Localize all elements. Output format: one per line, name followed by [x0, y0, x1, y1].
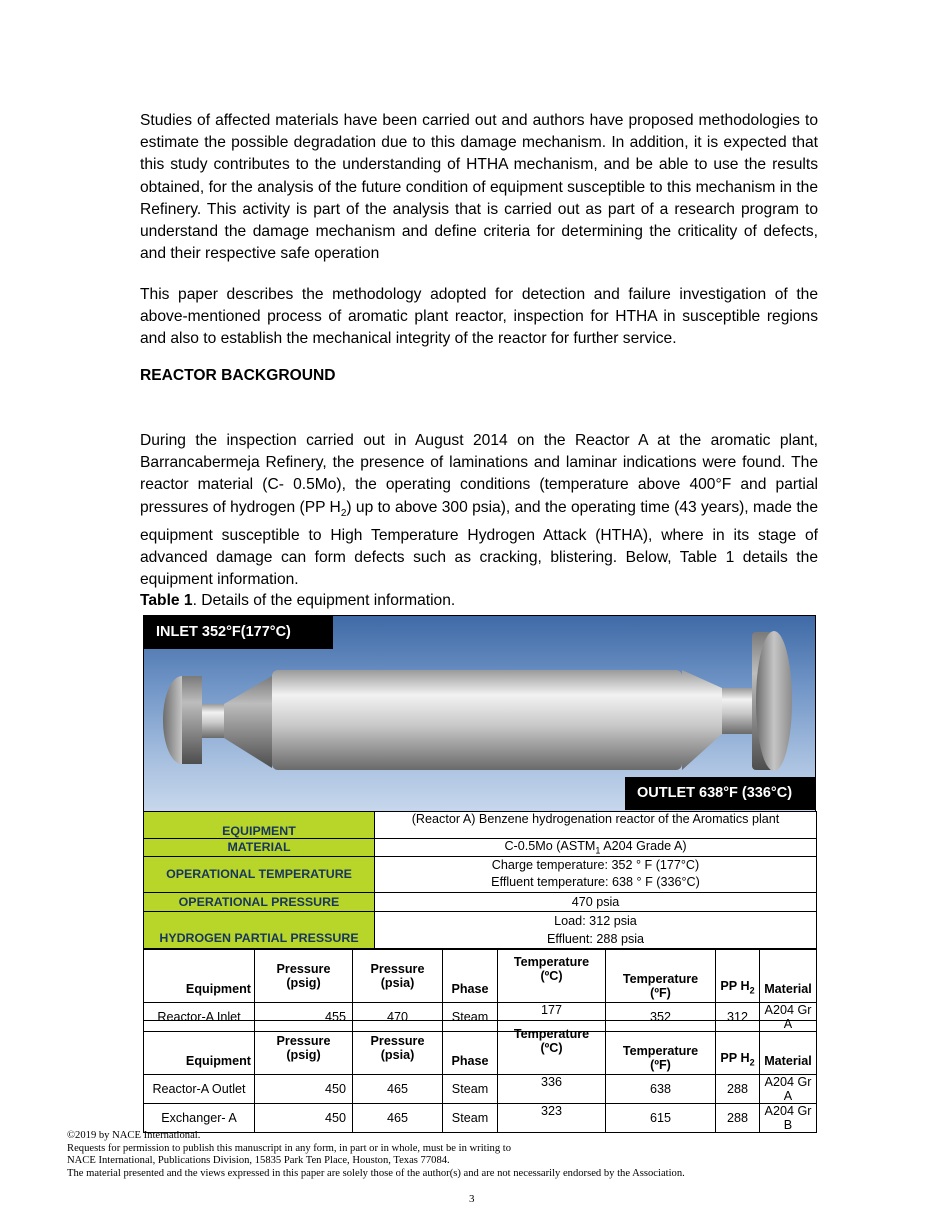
footer-line: The material presented and the views expressed in this paper are solely those of the author(s) and are not necessarily endorsed by the Association. [67, 1167, 685, 1179]
col-temp-f: Temperature (ºF) [606, 949, 716, 1003]
cell-temp-f: 615 [606, 1104, 716, 1133]
intro-paragraph-1: Studies of affected materials have been carried out and authors have proposed methodologies to estimate the possible degradation due to this damage mechanism. In addition, it is expected that this study contributes to the understanding of HTHA mechanism, and be able to use the results obtained, for the analysis of the future condition of equipment susceptible to this mechanism in the Refinery. This activity is part of the analysis that is carried out as part of a research program to understand the damage mechanism and define criteria for determining the criticality of defects, and their respective safe operation [140, 112, 818, 263]
section-heading: REACTOR BACKGROUND [140, 367, 336, 384]
col-pressure-psig: Pressure (psig) [255, 949, 353, 1003]
cell-phase: Steam [443, 1104, 498, 1133]
copyright-footer [67, 1130, 685, 1180]
cell-pressure-psig: 450 [255, 1075, 353, 1104]
page-number: 3 [469, 1193, 475, 1205]
right-cone [682, 670, 722, 770]
cell-temp-f: 352 [606, 1003, 716, 1032]
left-flange-rim [182, 676, 202, 764]
col-equipment: Equipment [144, 1021, 255, 1075]
col-temp-f: Temperature (ºF) [606, 1021, 716, 1075]
reactor-shell [272, 670, 682, 770]
effluent-temperature: Effluent temperature: 638 ° F (336°C) [491, 875, 700, 890]
col-phase: Phase [443, 949, 498, 1003]
equipment-label: EQUIPMENT [144, 812, 375, 839]
cell-pph2: 288 [716, 1104, 760, 1133]
footer-line: ©2019 by NACE International. [67, 1130, 201, 1141]
outlet-header-row [144, 1021, 817, 1075]
cell-temp-c: 336 [498, 1075, 606, 1104]
pressure-value: 470 psia [375, 892, 817, 911]
equipment-info-table [143, 811, 817, 950]
col-material: Material [760, 1021, 817, 1075]
cell-pressure-psig: 455 [255, 1003, 353, 1032]
cell-pressure-psia: 465 [353, 1104, 443, 1133]
table-row [144, 1104, 817, 1133]
cell-pph2: 288 [716, 1075, 760, 1104]
col-temp-c: Temperature (ºC) [498, 1021, 606, 1075]
temperature-value [375, 856, 817, 892]
caption-label: Table 1 [140, 592, 193, 609]
footer-line: NACE International, Publications Division, 15835 Park Ten Place, Houston, Texas 77084. [67, 1155, 450, 1167]
cell-temp-c: 177 [498, 1003, 606, 1032]
h2-pressure-value [375, 911, 817, 949]
background-paragraph: During the inspection carried out in August 2014 on the Reactor A at the aromatic plant, Barrancabermeja Refinery, the presence of laminations and laminar indications were found. The reactor material (C- 0.5Mo), the operating conditions (temperature above 400°F and partial pressures of hydrogen (PP $H_2$) up to above 300 psia), and the operating time (43 years), made the equipment susceptible to High Temperature Hydrogen Attack (HTHA), where in its stage of advanced damage can form defects such as cracking, blistering. Below, Table 1 details the equipment information. [140, 432, 818, 589]
outlet-data-table [143, 1020, 817, 1133]
col-pressure-psia: Pressure (psia) [353, 1021, 443, 1075]
material-value: C-0.5Mo ($ASTM_1$ A204 Grade A) [375, 839, 817, 857]
cell-pressure-psig: 450 [255, 1104, 353, 1133]
table-row [144, 1075, 817, 1104]
equipment-value: (Reactor A) Benzene hydrogenation reactor of the Aromatics plant [375, 812, 817, 839]
right-neck [722, 688, 752, 734]
cell-phase: Steam [443, 1075, 498, 1104]
cell-pph2: 312 [716, 1003, 760, 1032]
left-neck [202, 704, 224, 738]
footer-line: Requests for permission to publish this manuscript in any form, in part or in whole, must be in writing to [67, 1142, 512, 1154]
col-pressure-psia: Pressure (psia) [353, 949, 443, 1003]
col-phase: Phase [443, 1021, 498, 1075]
intro-paragraph-2: This paper describes the methodology adopted for detection and failure investigation of the above-mentioned process of aromatic plant reactor, inspection for HTHA in susceptible regions and also to establish the mechanical integrity of the reactor for further service. [140, 286, 818, 348]
cell-equipment: Reactor-A Outlet [144, 1075, 255, 1104]
inlet-label: INLET 352°F(177°C) [144, 616, 333, 649]
material-label: MATERIAL [144, 839, 375, 857]
outlet-label: OUTLET 638°F (336°C) [625, 777, 816, 810]
cell-pressure-psia: 465 [353, 1075, 443, 1104]
table-caption [140, 592, 455, 610]
load-pressure: Load: 312 psia [554, 914, 637, 929]
cell-material: A204 Gr A [760, 1003, 817, 1032]
right-flange [756, 631, 792, 771]
cell-equipment: Exchanger- A [144, 1104, 255, 1133]
col-temp-c: Temperature (ºC) [498, 949, 606, 1003]
col-material: Material [760, 949, 817, 1003]
cell-material: A204 Gr B [760, 1104, 817, 1133]
h2-pressure-label: HYDROGEN PARTIAL PRESSURE [144, 911, 375, 949]
cell-pressure-psia: 470 [353, 1003, 443, 1032]
temperature-label: OPERATIONAL TEMPERATURE [144, 856, 375, 892]
pressure-label: OPERATIONAL PRESSURE [144, 892, 375, 911]
col-pressure-psig: Pressure (psig) [255, 1021, 353, 1075]
reactor-figure [143, 615, 816, 811]
effluent-pressure: Effluent: 288 psia [546, 932, 645, 947]
charge-temperature: Charge temperature: 352 ° F (177°C) [491, 858, 700, 873]
col-pph2: PP $H_2$ [716, 1021, 760, 1075]
left-cone [224, 676, 272, 768]
cell-material: A204 Gr A [760, 1075, 817, 1104]
cell-phase: Steam [443, 1003, 498, 1032]
cell-temp-f: 638 [606, 1075, 716, 1104]
cell-equipment: Reactor-A Inlet [144, 1003, 255, 1032]
col-equipment: Equipment [144, 949, 255, 1003]
col-pph2: PP $H_2$ [716, 949, 760, 1003]
inlet-header-row [144, 949, 817, 1003]
cell-temp-c: 323 [498, 1104, 606, 1133]
caption-text: . Details of the equipment information. [192, 592, 456, 609]
